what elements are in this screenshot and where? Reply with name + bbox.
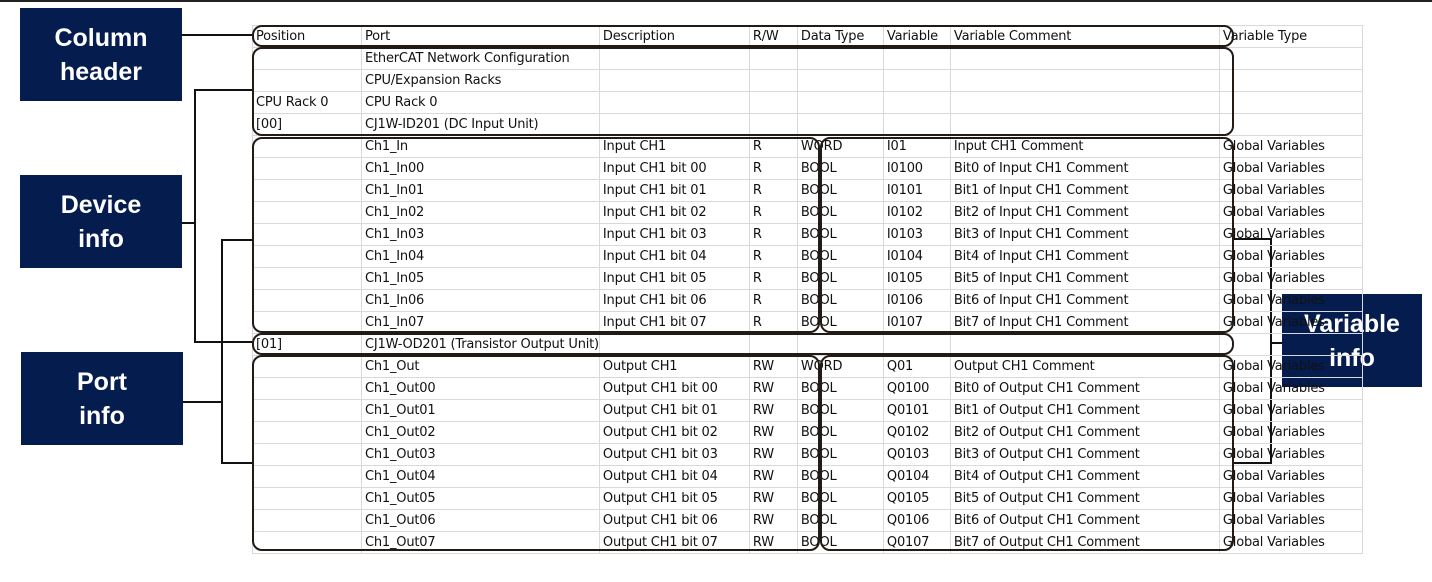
table-cell[interactable] bbox=[797, 92, 883, 114]
table-cell[interactable]: Global Variables bbox=[1219, 422, 1362, 444]
table-cell[interactable] bbox=[253, 48, 362, 70]
table-cell[interactable] bbox=[950, 334, 1219, 356]
table-cell[interactable]: Global Variables bbox=[1219, 158, 1362, 180]
table-cell[interactable]: Output CH1 bit 07 bbox=[599, 532, 749, 554]
table-cell[interactable]: Ch1_Out00 bbox=[362, 378, 600, 400]
table-cell[interactable]: BOOL bbox=[797, 202, 883, 224]
table-row bbox=[253, 334, 1363, 356]
table-cell[interactable]: Global Variables bbox=[1219, 488, 1362, 510]
table-cell[interactable]: Ch1_Out04 bbox=[362, 466, 600, 488]
table-row bbox=[253, 202, 1363, 224]
table-cell[interactable]: Global Variables bbox=[1219, 312, 1362, 334]
table-cell[interactable]: R bbox=[749, 312, 797, 334]
table-cell[interactable]: Q0102 bbox=[883, 422, 950, 444]
table-cell[interactable] bbox=[253, 400, 362, 422]
table-row bbox=[253, 532, 1363, 554]
table-cell[interactable] bbox=[253, 290, 362, 312]
table-cell[interactable]: Q0107 bbox=[883, 532, 950, 554]
table-cell[interactable]: Ch1_In04 bbox=[362, 246, 600, 268]
table-cell[interactable] bbox=[1219, 70, 1362, 92]
table-cell[interactable]: Global Variables bbox=[1219, 356, 1362, 378]
table-row bbox=[253, 466, 1363, 488]
variable-info-label-line2: info bbox=[1329, 343, 1375, 372]
table-cell[interactable]: Input CH1 bit 07 bbox=[599, 312, 749, 334]
table-cell[interactable]: Input CH1 bit 05 bbox=[599, 268, 749, 290]
table-cell[interactable] bbox=[797, 48, 883, 70]
table-row bbox=[253, 268, 1363, 290]
column-header-cell: Variable Type bbox=[1219, 26, 1362, 48]
table-cell[interactable]: Output CH1 bit 02 bbox=[599, 422, 749, 444]
table-cell[interactable]: BOOL bbox=[797, 290, 883, 312]
column-header-cell: Port bbox=[362, 26, 600, 48]
table-cell[interactable]: [01] bbox=[253, 334, 362, 356]
table-cell[interactable]: Ch1_In02 bbox=[362, 202, 600, 224]
table-cell[interactable]: R bbox=[749, 290, 797, 312]
table-cell[interactable]: Bit5 of Input CH1 Comment bbox=[950, 268, 1219, 290]
table-cell[interactable]: Global Variables bbox=[1219, 510, 1362, 532]
table-cell[interactable]: Ch1_Out01 bbox=[362, 400, 600, 422]
table-cell[interactable]: Input CH1 bit 03 bbox=[599, 224, 749, 246]
table-row bbox=[253, 356, 1363, 378]
table-cell[interactable]: R bbox=[749, 202, 797, 224]
table-cell[interactable] bbox=[253, 510, 362, 532]
table-cell[interactable]: Ch1_In06 bbox=[362, 290, 600, 312]
table-cell[interactable]: I0105 bbox=[883, 268, 950, 290]
port-info-label bbox=[21, 352, 183, 445]
table-cell[interactable]: Q0100 bbox=[883, 378, 950, 400]
device-info-connector-top bbox=[194, 89, 252, 91]
table-cell[interactable]: Ch1_In05 bbox=[362, 268, 600, 290]
column-header-cell: Position bbox=[253, 26, 362, 48]
port-info-label-line1: Port bbox=[77, 367, 127, 396]
table-cell[interactable]: Global Variables bbox=[1219, 444, 1362, 466]
table-cell[interactable]: Output CH1 bit 03 bbox=[599, 444, 749, 466]
table-cell[interactable]: BOOL bbox=[797, 488, 883, 510]
table-cell[interactable]: CJ1W-ID201 (DC Input Unit) bbox=[362, 114, 600, 136]
table-cell[interactable]: Global Variables bbox=[1219, 268, 1362, 290]
table-cell[interactable] bbox=[253, 488, 362, 510]
table-header-row bbox=[253, 26, 1363, 48]
table-cell[interactable] bbox=[599, 114, 749, 136]
table-cell[interactable] bbox=[950, 92, 1219, 114]
table-cell[interactable] bbox=[749, 92, 797, 114]
table-cell[interactable]: Global Variables bbox=[1219, 290, 1362, 312]
table-cell[interactable]: Global Variables bbox=[1219, 400, 1362, 422]
column-header-cell: Data Type bbox=[797, 26, 883, 48]
table-cell[interactable]: R bbox=[749, 180, 797, 202]
table-cell[interactable]: EtherCAT Network Configuration bbox=[362, 48, 600, 70]
table-cell[interactable]: Bit6 of Output CH1 Comment bbox=[950, 510, 1219, 532]
table-cell[interactable]: Output CH1 bit 05 bbox=[599, 488, 749, 510]
table-cell[interactable]: BOOL bbox=[797, 312, 883, 334]
table-cell[interactable]: Global Variables bbox=[1219, 532, 1362, 554]
table-cell[interactable]: Input CH1 bit 04 bbox=[599, 246, 749, 268]
table-row bbox=[253, 246, 1363, 268]
table-cell[interactable]: Bit2 of Input CH1 Comment bbox=[950, 202, 1219, 224]
table-cell[interactable]: Global Variables bbox=[1219, 136, 1362, 158]
table-cell[interactable] bbox=[253, 532, 362, 554]
table-cell[interactable] bbox=[253, 202, 362, 224]
table-cell[interactable] bbox=[253, 158, 362, 180]
table-row bbox=[253, 290, 1363, 312]
table-cell[interactable] bbox=[253, 180, 362, 202]
table-cell[interactable]: Ch1_In01 bbox=[362, 180, 600, 202]
table-cell[interactable]: CPU Rack 0 bbox=[362, 92, 600, 114]
table-row bbox=[253, 136, 1363, 158]
table-cell[interactable]: Bit3 of Output CH1 Comment bbox=[950, 444, 1219, 466]
table-cell[interactable] bbox=[950, 114, 1219, 136]
table-row bbox=[253, 92, 1363, 114]
table-cell[interactable]: Bit4 of Input CH1 Comment bbox=[950, 246, 1219, 268]
table-cell[interactable]: RW bbox=[749, 510, 797, 532]
table-cell[interactable]: Output CH1 bit 04 bbox=[599, 466, 749, 488]
table-cell[interactable]: Bit2 of Output CH1 Comment bbox=[950, 422, 1219, 444]
table-cell[interactable]: CPU Rack 0 bbox=[253, 92, 362, 114]
table-cell[interactable] bbox=[253, 444, 362, 466]
table-cell[interactable] bbox=[883, 48, 950, 70]
table-cell[interactable] bbox=[253, 466, 362, 488]
table-cell[interactable]: BOOL bbox=[797, 510, 883, 532]
table-cell[interactable] bbox=[1219, 334, 1362, 356]
table-cell[interactable]: Global Variables bbox=[1219, 180, 1362, 202]
table-cell[interactable] bbox=[253, 136, 362, 158]
table-cell[interactable]: Input CH1 Comment bbox=[950, 136, 1219, 158]
table-cell[interactable]: WORD bbox=[797, 356, 883, 378]
table-cell[interactable]: [00] bbox=[253, 114, 362, 136]
port-info-label-line2: info bbox=[79, 401, 125, 430]
table-cell[interactable]: Bit1 of Input CH1 Comment bbox=[950, 180, 1219, 202]
table-cell[interactable] bbox=[883, 92, 950, 114]
table-cell[interactable]: RW bbox=[749, 488, 797, 510]
table-cell[interactable]: R bbox=[749, 268, 797, 290]
table-cell[interactable] bbox=[797, 114, 883, 136]
table-cell[interactable]: Input CH1 bit 06 bbox=[599, 290, 749, 312]
table-row bbox=[253, 224, 1363, 246]
table-cell[interactable]: R bbox=[749, 224, 797, 246]
table-cell[interactable] bbox=[797, 70, 883, 92]
table-cell[interactable]: Input CH1 bit 02 bbox=[599, 202, 749, 224]
table-cell[interactable] bbox=[1219, 92, 1362, 114]
table-cell[interactable]: R bbox=[749, 246, 797, 268]
table-cell[interactable]: I0107 bbox=[883, 312, 950, 334]
table-cell[interactable]: Bit0 of Output CH1 Comment bbox=[950, 378, 1219, 400]
variable-info-label-line1: Variable bbox=[1304, 309, 1400, 338]
table-cell[interactable] bbox=[883, 70, 950, 92]
table-cell[interactable]: RW bbox=[749, 356, 797, 378]
table-cell[interactable]: BOOL bbox=[797, 466, 883, 488]
table-cell[interactable]: Q0104 bbox=[883, 466, 950, 488]
table-cell[interactable]: Input CH1 bit 01 bbox=[599, 180, 749, 202]
table-row bbox=[253, 378, 1363, 400]
table-cell[interactable]: RW bbox=[749, 466, 797, 488]
table-cell[interactable]: R bbox=[749, 136, 797, 158]
table-cell[interactable]: Q01 bbox=[883, 356, 950, 378]
table-row bbox=[253, 180, 1363, 202]
table-row bbox=[253, 422, 1363, 444]
table-cell[interactable]: Bit1 of Output CH1 Comment bbox=[950, 400, 1219, 422]
table-cell[interactable]: Ch1_In03 bbox=[362, 224, 600, 246]
device-info-label bbox=[20, 175, 182, 268]
table-cell[interactable] bbox=[749, 70, 797, 92]
table-cell[interactable]: RW bbox=[749, 444, 797, 466]
table-row bbox=[253, 114, 1363, 136]
table-cell[interactable]: Global Variables bbox=[1219, 202, 1362, 224]
table-cell[interactable]: RW bbox=[749, 378, 797, 400]
table-cell[interactable]: I01 bbox=[883, 136, 950, 158]
table-cell[interactable] bbox=[950, 48, 1219, 70]
port-info-connector-top bbox=[221, 239, 252, 241]
table-cell[interactable]: Output CH1 bit 00 bbox=[599, 378, 749, 400]
table-cell[interactable]: BOOL bbox=[797, 444, 883, 466]
device-info-label-line2: info bbox=[78, 224, 124, 253]
table-cell[interactable] bbox=[797, 334, 883, 356]
table-cell[interactable]: Output CH1 bit 06 bbox=[599, 510, 749, 532]
table-cell[interactable] bbox=[253, 378, 362, 400]
table-cell[interactable]: I0104 bbox=[883, 246, 950, 268]
column-header-connector bbox=[182, 34, 252, 36]
table-cell[interactable]: RW bbox=[749, 532, 797, 554]
table-cell[interactable]: CPU/Expansion Racks bbox=[362, 70, 600, 92]
table-cell[interactable] bbox=[253, 356, 362, 378]
table-cell[interactable]: Input CH1 bit 00 bbox=[599, 158, 749, 180]
table-row bbox=[253, 48, 1363, 70]
table-cell[interactable] bbox=[749, 334, 797, 356]
table-cell[interactable] bbox=[883, 114, 950, 136]
port-info-connector-bottom bbox=[221, 462, 252, 464]
table-cell[interactable]: BOOL bbox=[797, 378, 883, 400]
table-row bbox=[253, 158, 1363, 180]
table-cell[interactable]: Ch1_Out07 bbox=[362, 532, 600, 554]
table-cell[interactable] bbox=[599, 334, 749, 356]
column-header-cell: Variable bbox=[883, 26, 950, 48]
table-cell[interactable]: BOOL bbox=[797, 246, 883, 268]
table-cell[interactable] bbox=[883, 334, 950, 356]
table-cell[interactable] bbox=[253, 246, 362, 268]
table-cell[interactable] bbox=[253, 224, 362, 246]
table-cell[interactable]: I0106 bbox=[883, 290, 950, 312]
table-cell[interactable]: Q0105 bbox=[883, 488, 950, 510]
table-cell[interactable]: Ch1_In07 bbox=[362, 312, 600, 334]
table-cell[interactable]: BOOL bbox=[797, 224, 883, 246]
table-cell[interactable]: RW bbox=[749, 422, 797, 444]
table-cell[interactable] bbox=[599, 92, 749, 114]
table-row bbox=[253, 488, 1363, 510]
table-cell[interactable]: Global Variables bbox=[1219, 224, 1362, 246]
table-cell[interactable]: Ch1_Out bbox=[362, 356, 600, 378]
table-cell[interactable]: Ch1_Out05 bbox=[362, 488, 600, 510]
table-cell[interactable]: WORD bbox=[797, 136, 883, 158]
table-cell[interactable]: Ch1_In bbox=[362, 136, 600, 158]
table-cell[interactable]: Bit7 of Input CH1 Comment bbox=[950, 312, 1219, 334]
table-cell[interactable]: Q0106 bbox=[883, 510, 950, 532]
table-row bbox=[253, 444, 1363, 466]
table-cell[interactable] bbox=[749, 48, 797, 70]
table-cell[interactable]: Output CH1 bit 01 bbox=[599, 400, 749, 422]
table-cell[interactable]: Global Variables bbox=[1219, 466, 1362, 488]
table-cell[interactable] bbox=[950, 70, 1219, 92]
table-cell[interactable]: R bbox=[749, 158, 797, 180]
table-cell[interactable]: Ch1_Out02 bbox=[362, 422, 600, 444]
table-cell[interactable]: BOOL bbox=[797, 532, 883, 554]
table-cell[interactable] bbox=[253, 70, 362, 92]
table-cell[interactable] bbox=[749, 114, 797, 136]
table-cell[interactable]: Ch1_In00 bbox=[362, 158, 600, 180]
table-cell[interactable]: BOOL bbox=[797, 400, 883, 422]
table-cell[interactable] bbox=[1219, 48, 1362, 70]
column-header-cell: Variable Comment bbox=[950, 26, 1219, 48]
table-cell[interactable]: BOOL bbox=[797, 158, 883, 180]
table-row bbox=[253, 70, 1363, 92]
table-cell[interactable]: BOOL bbox=[797, 180, 883, 202]
table-cell[interactable]: I0100 bbox=[883, 158, 950, 180]
table-cell[interactable]: Bit3 of Input CH1 Comment bbox=[950, 224, 1219, 246]
table-row bbox=[253, 400, 1363, 422]
column-header-cell: Description bbox=[599, 26, 749, 48]
table-row bbox=[253, 510, 1363, 532]
top-border-line bbox=[0, 0, 1432, 2]
table-cell[interactable]: RW bbox=[749, 400, 797, 422]
table-cell[interactable]: Global Variables bbox=[1219, 378, 1362, 400]
table-cell[interactable]: Ch1_Out03 bbox=[362, 444, 600, 466]
table-cell[interactable]: Bit6 of Input CH1 Comment bbox=[950, 290, 1219, 312]
table-cell[interactable]: I0101 bbox=[883, 180, 950, 202]
column-header-label-line2: header bbox=[60, 57, 142, 86]
table-cell[interactable]: Output CH1 Comment bbox=[950, 356, 1219, 378]
table-cell[interactable]: Input CH1 bbox=[599, 136, 749, 158]
column-header-label bbox=[20, 8, 182, 101]
table-cell[interactable]: Bit4 of Output CH1 Comment bbox=[950, 466, 1219, 488]
table-cell[interactable] bbox=[253, 268, 362, 290]
device-info-label-line1: Device bbox=[60, 190, 142, 219]
table-cell[interactable]: Q0103 bbox=[883, 444, 950, 466]
table-cell[interactable]: Bit0 of Input CH1 Comment bbox=[950, 158, 1219, 180]
table-row bbox=[253, 312, 1363, 334]
table-cell[interactable] bbox=[253, 312, 362, 334]
device-info-connector-bottom bbox=[194, 341, 252, 343]
table-cell[interactable] bbox=[599, 70, 749, 92]
table-cell[interactable]: BOOL bbox=[797, 422, 883, 444]
port-info-connector-h bbox=[183, 401, 222, 403]
table-cell[interactable]: Global Variables bbox=[1219, 246, 1362, 268]
table-cell[interactable]: Q0101 bbox=[883, 400, 950, 422]
variable-table bbox=[252, 25, 1363, 554]
table-cell[interactable] bbox=[253, 422, 362, 444]
port-info-connector-v bbox=[221, 239, 223, 464]
table-cell[interactable] bbox=[599, 48, 749, 70]
table-cell[interactable]: BOOL bbox=[797, 268, 883, 290]
table-cell[interactable]: Bit7 of Output CH1 Comment bbox=[950, 532, 1219, 554]
table-cell[interactable]: Bit5 of Output CH1 Comment bbox=[950, 488, 1219, 510]
table-cell[interactable] bbox=[1219, 114, 1362, 136]
table-cell[interactable]: Output CH1 bbox=[599, 356, 749, 378]
table-cell[interactable]: I0103 bbox=[883, 224, 950, 246]
column-header-label-line1: Column bbox=[54, 23, 148, 52]
table-cell[interactable]: I0102 bbox=[883, 202, 950, 224]
device-info-connector-v bbox=[194, 89, 196, 343]
column-header-cell: R/W bbox=[749, 26, 797, 48]
table-cell[interactable]: CJ1W-OD201 (Transistor Output Unit) bbox=[362, 334, 600, 356]
table-cell[interactable]: Ch1_Out06 bbox=[362, 510, 600, 532]
